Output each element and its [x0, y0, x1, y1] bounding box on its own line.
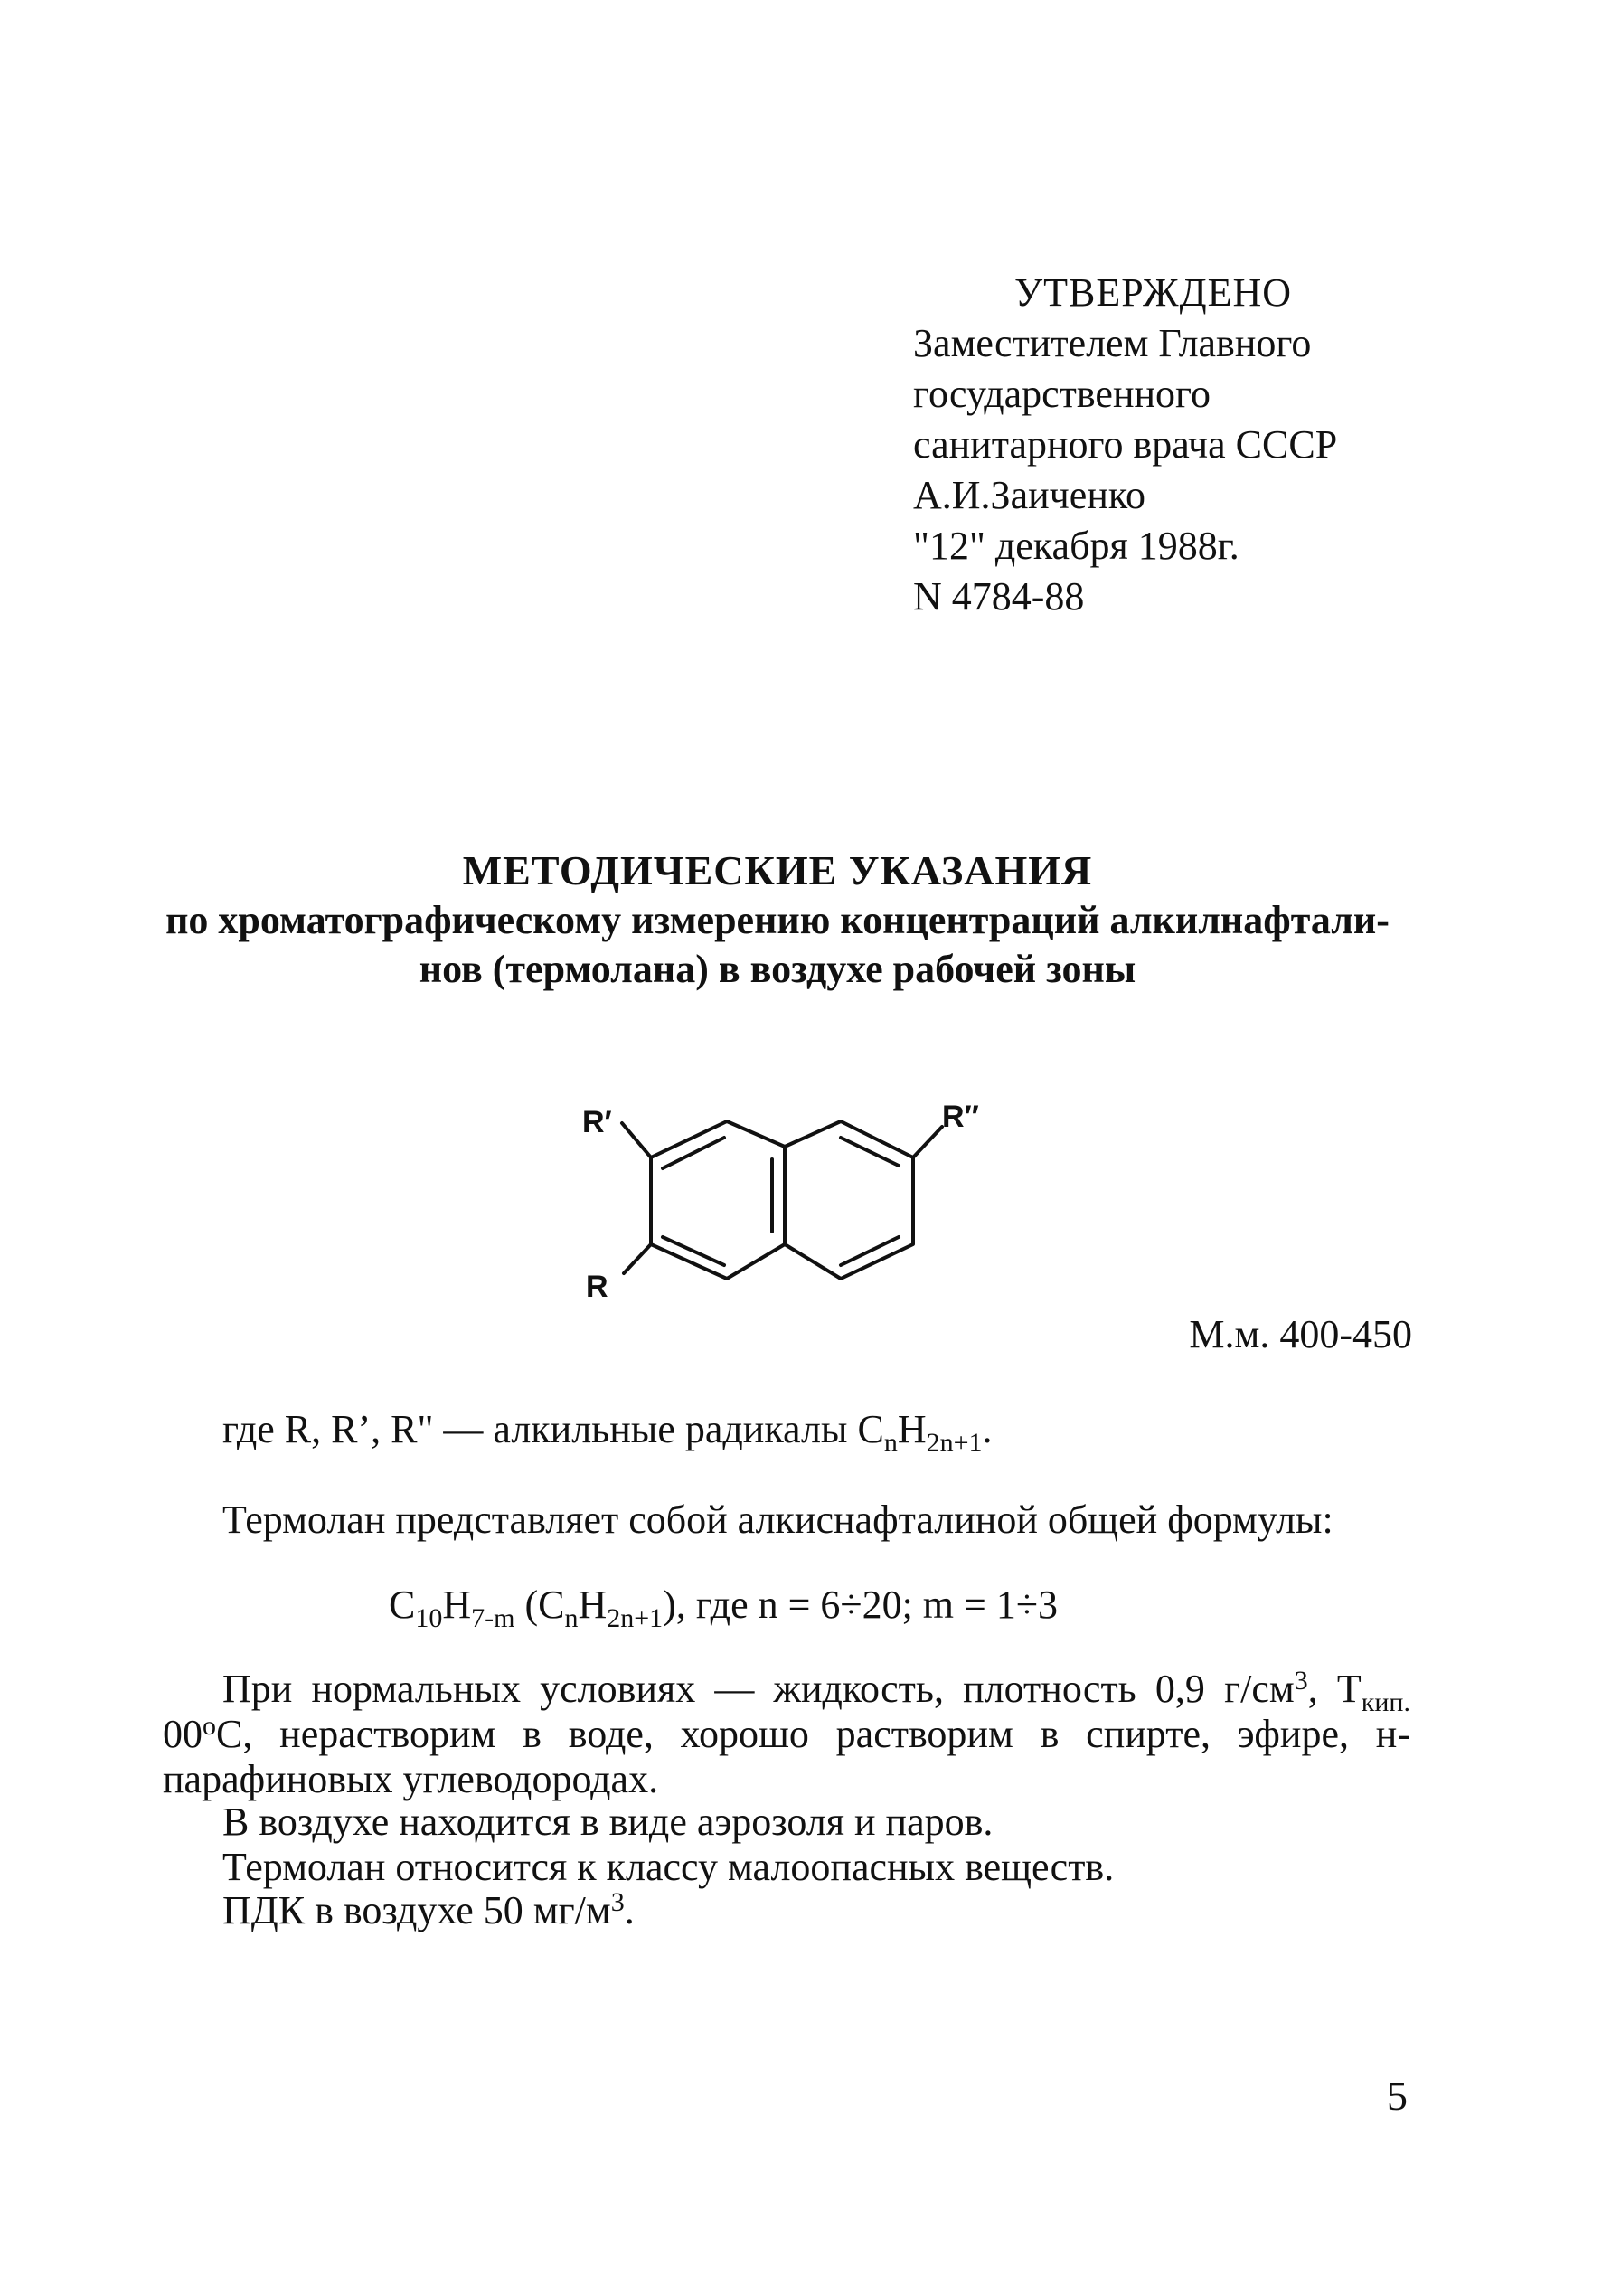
formula-element: ), — [663, 1583, 686, 1627]
properties-text: При нормальных условиях — жидкость, плотность 0,9 г/см — [222, 1667, 1295, 1711]
approval-line: государственного — [913, 372, 1211, 416]
approval-stamp — [913, 268, 1546, 622]
document-title-sub-line-2: нов (термолана) в воздухе рабочей зоны — [419, 947, 1136, 991]
formula-subscript: 10 — [415, 1603, 443, 1633]
page-number: 5 — [1387, 2073, 1408, 2119]
properties-text: 00 — [163, 1712, 203, 1756]
formula-subscript: n — [883, 1428, 898, 1458]
formula-subscript: 2n+1 — [607, 1603, 664, 1633]
document-title-main: МЕТОДИЧЕСКИЕ УКАЗАНИЯ — [462, 847, 1093, 893]
air-state-line: В воздухе находится в виде аэрозоля и паров. — [222, 1800, 994, 1844]
approval-title: УТВЕРЖДЕНО — [1014, 270, 1293, 315]
properties-text: , T — [1307, 1667, 1362, 1711]
pdk-line — [222, 1888, 1416, 1933]
radicals-text: где R, R’, R" — алкильные радикалы C — [222, 1407, 884, 1451]
properties-text: С, нерастворим в воде, хорошо растворим в спирте, эфире, н-парафиновых углеводородах. — [163, 1712, 1410, 1801]
formula-element: (C — [514, 1583, 565, 1627]
approval-line: Заместителем Главного — [913, 321, 1312, 365]
structure-label-r-double-prime: R″ — [942, 1100, 979, 1134]
hazard-class-line: Термолан относится к классу малоопасных веществ. — [222, 1845, 1115, 1889]
general-formula — [389, 1583, 1293, 1633]
formula-punctuation: . — [982, 1407, 993, 1451]
subscript: кип. — [1361, 1687, 1410, 1717]
formula-subscript: n — [564, 1603, 579, 1633]
formula-element: H — [578, 1583, 608, 1627]
approval-line: А.И.Заиченко — [913, 473, 1146, 517]
pdk-suffix: . — [624, 1888, 635, 1932]
naphthalene-rings — [622, 1121, 942, 1279]
radicals-definition — [222, 1407, 1416, 1458]
superscript: о — [203, 1711, 216, 1741]
formula-element: H — [442, 1583, 472, 1627]
superscript: 3 — [610, 1887, 625, 1917]
molecular-mass: М.м. 400-450 — [1189, 1312, 1412, 1356]
termolan-intro: Термолан представляет собой алкиснафталиной общей формулы: — [222, 1498, 1333, 1542]
structure-label-r: R — [586, 1270, 608, 1304]
formula-element: C — [389, 1583, 416, 1627]
formula-condition: где n = 6÷20; m = 1÷3 — [685, 1583, 1058, 1627]
superscript: 3 — [1294, 1666, 1308, 1696]
approval-line: санитарного врача СССР — [913, 422, 1338, 467]
formula-subscript: 2n+1 — [926, 1428, 983, 1458]
document-title — [136, 846, 1419, 994]
approval-line: N 4784-88 — [913, 574, 1085, 619]
structure-label-r-prime: R′ — [582, 1105, 612, 1139]
pdk-text: ПДК в воздухе 50 мг/м — [222, 1888, 611, 1932]
document-title-sub-line-1: по хроматографическому измерению концентраций алкилнафтали- — [165, 898, 1390, 942]
physical-properties — [163, 1667, 1410, 1802]
formula-subscript: 7-m — [471, 1603, 515, 1633]
formula-element: H — [897, 1407, 927, 1451]
naphthalene-structure-diagram — [561, 1085, 1031, 1320]
approval-line: "12" декабря 1988г. — [913, 524, 1239, 568]
